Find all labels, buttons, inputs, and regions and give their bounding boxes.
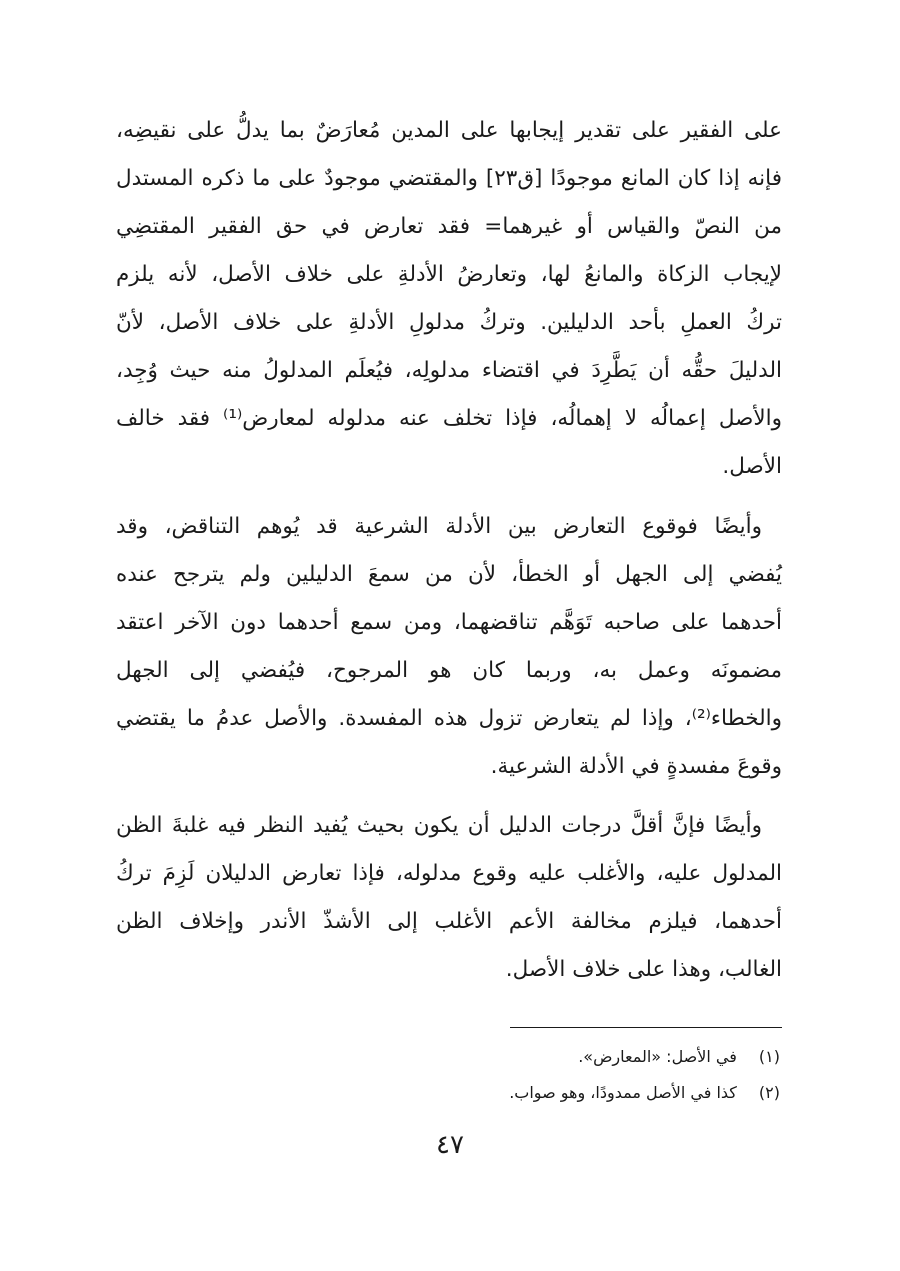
text-line: والأصل إعمالُه لا إهمالُه، فإذا تخلف عنه مدلوله لمعارض⁽¹⁾ فقد خالف	[116, 406, 782, 431]
text-line: يُفضي إلى الجهل أو الخطأ، لأن من سمعَ الدليلين ولم يترجح عنده	[116, 562, 782, 587]
text-line: لإيجاب الزكاة والمانعُ لها، وتعارضُ الأدلةِ على خلاف الأصل، لأنه يلزم	[116, 262, 782, 287]
text-line: الدليلَ حقُّه أن يَطَّرِدَ في اقتضاء مدلولِه، فيُعلَم المدلولُ منه حيث وُجِد،	[116, 358, 782, 383]
footnote-separator	[510, 1027, 782, 1028]
text-line: وقوعَ مفسدةٍ في الأدلة الشرعية.	[490, 754, 782, 779]
footnote-number: (٢)	[758, 1083, 780, 1102]
text-line: أحدهما على صاحبه تَوَهَّم تناقضهما، ومن سمع أحدهما دون الآخر اعتقد	[116, 610, 782, 635]
text-line: الأصل.	[722, 454, 782, 479]
text-line: الغالب، وهذا على خلاف الأصل.	[505, 957, 782, 982]
footnote-text: كذا في الأصل ممدودًا، وهو صواب.	[509, 1083, 737, 1102]
text-line: تركُ العملِ بأحد الدليلين. وتركُ مدلولِ الأدلةِ على خلاف الأصل، لأنّ	[116, 310, 782, 335]
page-number: ٤٧	[436, 1130, 464, 1160]
footnote	[280, 1078, 780, 1108]
text-line: وأيضًا فإنَّ أقلَّ درجات الدليل أن يكون بحيث يُفيد النظر فيه غلبةَ الظن	[116, 813, 762, 838]
footnote-number: (١)	[758, 1047, 780, 1066]
text-line: من النصّ والقياس أو غيرهما= فقد تعارض في حق الفقير المقتضِي	[116, 214, 782, 239]
text-line: المدلول عليه، والأغلب عليه وقوع مدلوله، فإذا تعارض الدليلان لَزِمَ تركُ	[116, 861, 782, 886]
text-line: والخطاء⁽²⁾، وإذا لم يتعارض تزول هذه المفسدة. والأصل عدمُ ما يقتضي	[116, 706, 782, 731]
footnote	[280, 1042, 780, 1072]
text-line: أحدهما، فيلزم مخالفة الأعم الأغلب إلى الأشذّ الأندر وإخلاف الظن	[116, 909, 782, 934]
footnote-text: في الأصل: «المعارض».	[578, 1047, 737, 1066]
text-line: وأيضًا فوقوع التعارض بين الأدلة الشرعية قد يُوهم التناقض، وقد	[116, 514, 762, 539]
text-line: فإنه إذا كان المانع موجودًا [ق٢٣] والمقتضي موجودٌ على ما ذكره المستدل	[116, 166, 782, 191]
text-line: على الفقير على تقدير إيجابها على المدين مُعارَضٌ بما يدلُّ على نقيضِه،	[116, 118, 782, 143]
text-line: مضمونَه وعمل به، وربما كان هو المرجوح، فيُفضي إلى الجهل	[116, 658, 782, 683]
